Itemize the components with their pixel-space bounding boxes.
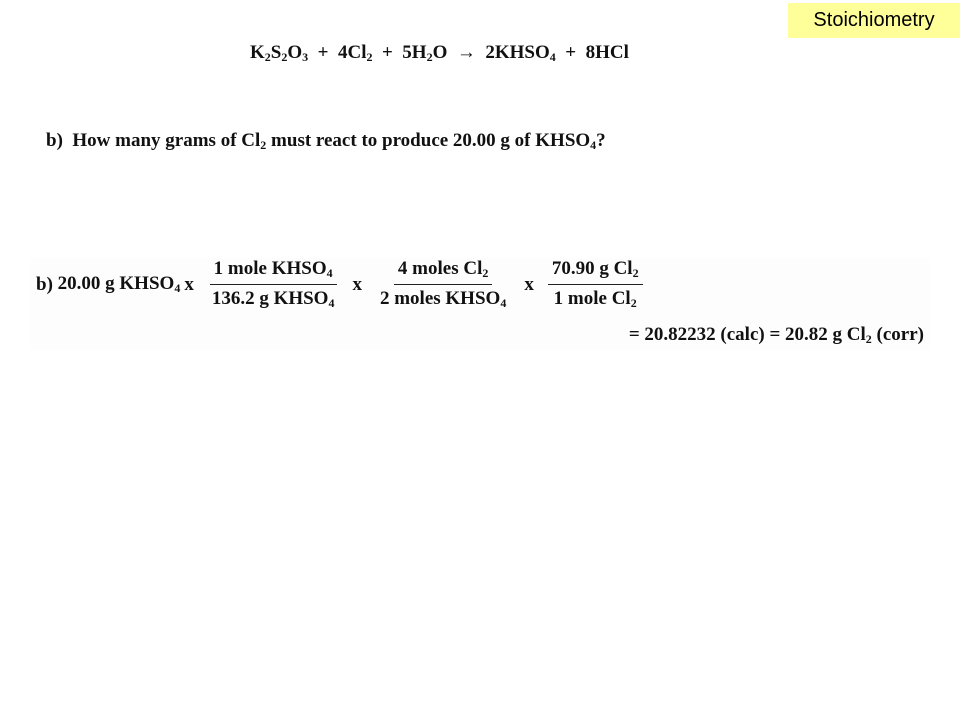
times-sign: x <box>184 273 194 295</box>
sol-sub: 2 <box>632 266 639 280</box>
eq-sub: 2 <box>264 50 271 64</box>
eq-text: 5H <box>402 42 427 63</box>
sol-sub: 4 <box>500 296 507 310</box>
sol-text: = 20.82232 (calc) = 20.82 g Cl <box>628 324 866 345</box>
solution-result <box>629 324 924 347</box>
question-text: ? <box>596 130 606 151</box>
eq-text: 2KHSO <box>485 42 550 63</box>
sol-sub: 2 <box>630 296 637 310</box>
solution-calculation <box>36 258 653 311</box>
sol-text: 1 mole Cl <box>553 288 631 309</box>
sol-sub: 4 <box>328 296 335 310</box>
solution-b <box>30 258 930 350</box>
question-sub: 2 <box>260 138 267 152</box>
denominator <box>208 285 339 311</box>
eq-sub: 2 <box>426 50 433 64</box>
product-2: 8HCl <box>585 42 629 63</box>
sol-text: 20.00 g KHSO <box>57 273 175 294</box>
sol-text: 4 moles Cl <box>397 258 483 279</box>
eq-sub: 4 <box>549 50 556 64</box>
sol-text: 1 mole KHSO <box>213 258 327 279</box>
reaction-arrow-icon: → <box>456 42 476 63</box>
reactant-3 <box>402 42 447 63</box>
eq-text: 4Cl <box>337 42 367 63</box>
slide-title-tag: Stoichiometry <box>788 3 960 38</box>
conversion-factor-2 <box>376 258 510 311</box>
eq-sub: 2 <box>366 50 373 64</box>
start-quantity <box>58 273 181 296</box>
denominator <box>550 285 641 311</box>
question-b <box>46 130 606 153</box>
product-1 <box>485 42 555 63</box>
eq-sub: 2 <box>281 50 288 64</box>
sol-text: 70.90 g Cl <box>551 258 633 279</box>
question-label: b) <box>46 130 63 151</box>
sol-sub: 2 <box>482 266 489 280</box>
reactant-2 <box>338 42 373 63</box>
eq-sub: 3 <box>302 50 309 64</box>
times-sign: x <box>524 273 534 295</box>
plus-sign: + <box>565 42 577 63</box>
eq-text: S <box>270 42 282 63</box>
eq-text: O <box>287 42 303 63</box>
denominator <box>376 285 510 311</box>
solution-label: b) <box>36 273 53 295</box>
sol-sub: 2 <box>865 332 872 346</box>
sol-text: 2 moles KHSO <box>379 288 501 309</box>
conversion-factor-1 <box>208 258 339 311</box>
plus-sign: + <box>381 42 393 63</box>
eq-text: O <box>432 42 448 63</box>
conversion-factor-3 <box>548 258 643 311</box>
numerator <box>394 258 492 285</box>
eq-text: K <box>250 42 265 63</box>
sol-text: 136.2 g KHSO <box>211 288 329 309</box>
question-sub: 4 <box>590 138 597 152</box>
times-sign: x <box>352 273 362 295</box>
plus-sign: + <box>317 42 329 63</box>
sol-sub: 4 <box>326 266 333 280</box>
numerator <box>210 258 337 285</box>
chemical-equation <box>250 42 629 65</box>
question-text: How many grams of Cl <box>72 130 261 151</box>
sol-text: (corr) <box>871 324 924 345</box>
question-text: must react to produce 20.00 g of KHSO <box>266 130 591 151</box>
sol-sub: 4 <box>174 281 181 295</box>
reactant-1 <box>250 42 308 63</box>
numerator <box>548 258 643 285</box>
